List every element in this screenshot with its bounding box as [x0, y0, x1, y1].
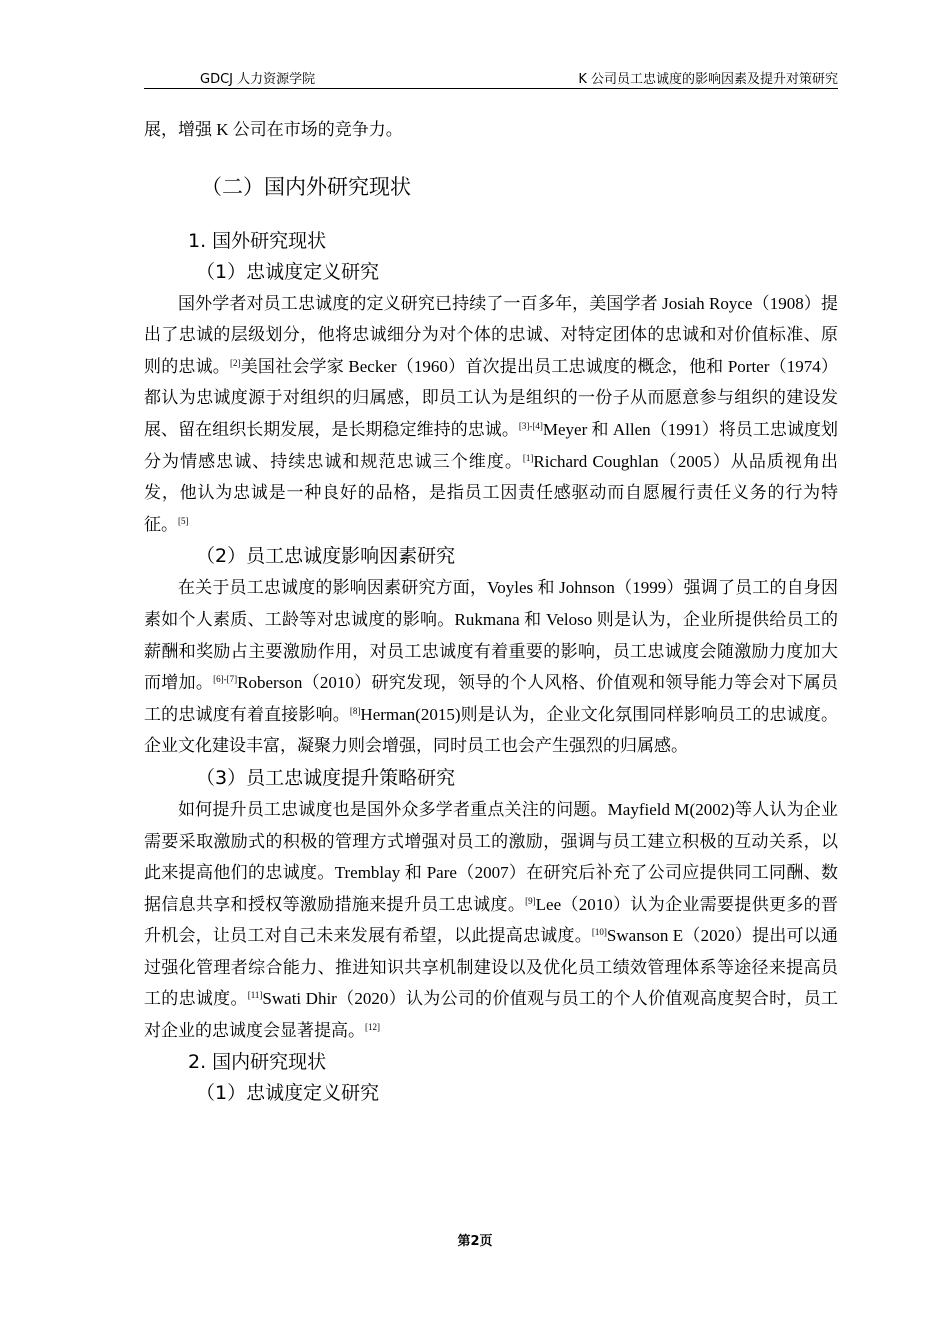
- foreign-sub1-paragraph: [144, 288, 838, 541]
- foreign-sub3-paragraph: [144, 794, 838, 1047]
- citation: [12]: [365, 1022, 380, 1033]
- foreign-research-heading: 1. 国外研究现状: [188, 229, 327, 252]
- text-run: Swanson E（2020）提出可以通过强化管理者综合能力、推进知识共享机制建设以及优化员工绩效管理体系等途径来提高员工的忠诚度。: [144, 926, 838, 1009]
- text-run: Herman(2015)则是认为，企业文化氛围同样影响员工的忠诚度。企业文化建设丰富，凝聚力则会增强，同时员工也会产生强烈的归属感。: [144, 704, 839, 756]
- foreign-sub2-paragraph: [144, 572, 838, 762]
- citation: [5]: [178, 515, 189, 526]
- text-run: Swati Dhir（2020）认为公司的价值观与员工的个人价值观高度契合时，员工对企业的忠诚度会显著提高。: [144, 989, 838, 1041]
- domestic-sub1-heading: （1）忠诚度定义研究: [196, 1081, 380, 1104]
- citation: [3]-[4]: [518, 420, 543, 431]
- page-header: [144, 66, 838, 89]
- foreign-sub2-heading: （2）员工忠诚度影响因素研究: [196, 545, 456, 568]
- text-run: 在关于员工忠诚度的影响因素研究方面，Voyles 和 Johnson（1999）强调了员工的自身因素如个人素质、工龄等对忠诚度的影响。Rukmana 和 Veloso 则是认为，企业所提供给员工的薪酬和奖励占主要激励作用，对员工忠诚度有着重要的影响，员工忠诚度会随激励力度加大而增加。: [144, 578, 838, 693]
- text-run: Meyer 和 Allen（1991）将员工忠诚度划分为情感忠诚、持续忠诚和规范忠诚三个维度。: [144, 419, 839, 471]
- intro-line: 展，增强 K 公司在市场的竞争力。: [144, 120, 403, 139]
- section-title: （二）国内外研究现状: [201, 174, 411, 199]
- text-run: Richard Coughlan（2005）从品质视角出发，他认为忠诚是一种良好的品格，是指员工因责任感驱动而自愿履行责任义务的行为特征。: [144, 451, 839, 534]
- citation: [1]: [522, 452, 534, 463]
- citation: [6]-[7]: [213, 674, 238, 685]
- text-run: 美国社会学家 Becker（1960）首次提出员工忠诚度的概念，他和 Porter（1974）都认为忠诚度源于对组织的归属感，即员工认为是组织的一份子从而愿意参与组织的建设发展、留在组织长期发展，是长期稳定维持的忠诚。: [144, 356, 838, 439]
- citation: [9]: [525, 895, 536, 906]
- citation: [2]: [230, 357, 241, 368]
- text-run: Roberson（2010）研究发现，领导的个人风格、价值观和领导能力等会对下属员工的忠诚度有着直接影响。: [144, 673, 838, 724]
- domestic-research-heading: 2. 国内研究现状: [188, 1050, 327, 1073]
- header-institution: GDCJ 人力资源学院: [200, 72, 316, 87]
- text-run: 如何提升员工忠诚度也是国外众多学者重点关注的问题。Mayfield M(2002)等人认为企业需要采取激励式的积极的管理方式增强对员工的激励，强调与员工建立积极的互动关系，以此来提高他们的忠诚度。Tremblay 和 Pare（2007）在研究后补充了公司应提供同工同酬、数据信息共享和授权等激励措施来提升员工忠诚度。: [144, 799, 838, 914]
- page-body: [144, 114, 838, 1109]
- header-thesis-title: K 公司员工忠诚度的影响因素及提升对策研究: [578, 72, 838, 87]
- citation: [10]: [591, 927, 607, 938]
- page-number: 第2页: [457, 1234, 493, 1249]
- citation: [8]: [349, 705, 361, 716]
- text-run: Lee（2010）认为企业需要提供更多的晋升机会，让员工对自己未来发展有希望，以此提高忠诚度。: [144, 894, 839, 946]
- foreign-sub1-heading: （1）忠诚度定义研究: [196, 260, 380, 283]
- text-run: 国外学者对员工忠诚度的定义研究已持续了一百多年，美国学者 Josiah Royce（1908）提出了忠诚的层级划分，他将忠诚细分为对个体的忠诚、对特定团体的忠诚和对价值标准、原则的忠诚。: [144, 293, 838, 376]
- citation: [11]: [247, 990, 263, 1001]
- foreign-sub3-heading: （3）员工忠诚度提升策略研究: [196, 766, 456, 789]
